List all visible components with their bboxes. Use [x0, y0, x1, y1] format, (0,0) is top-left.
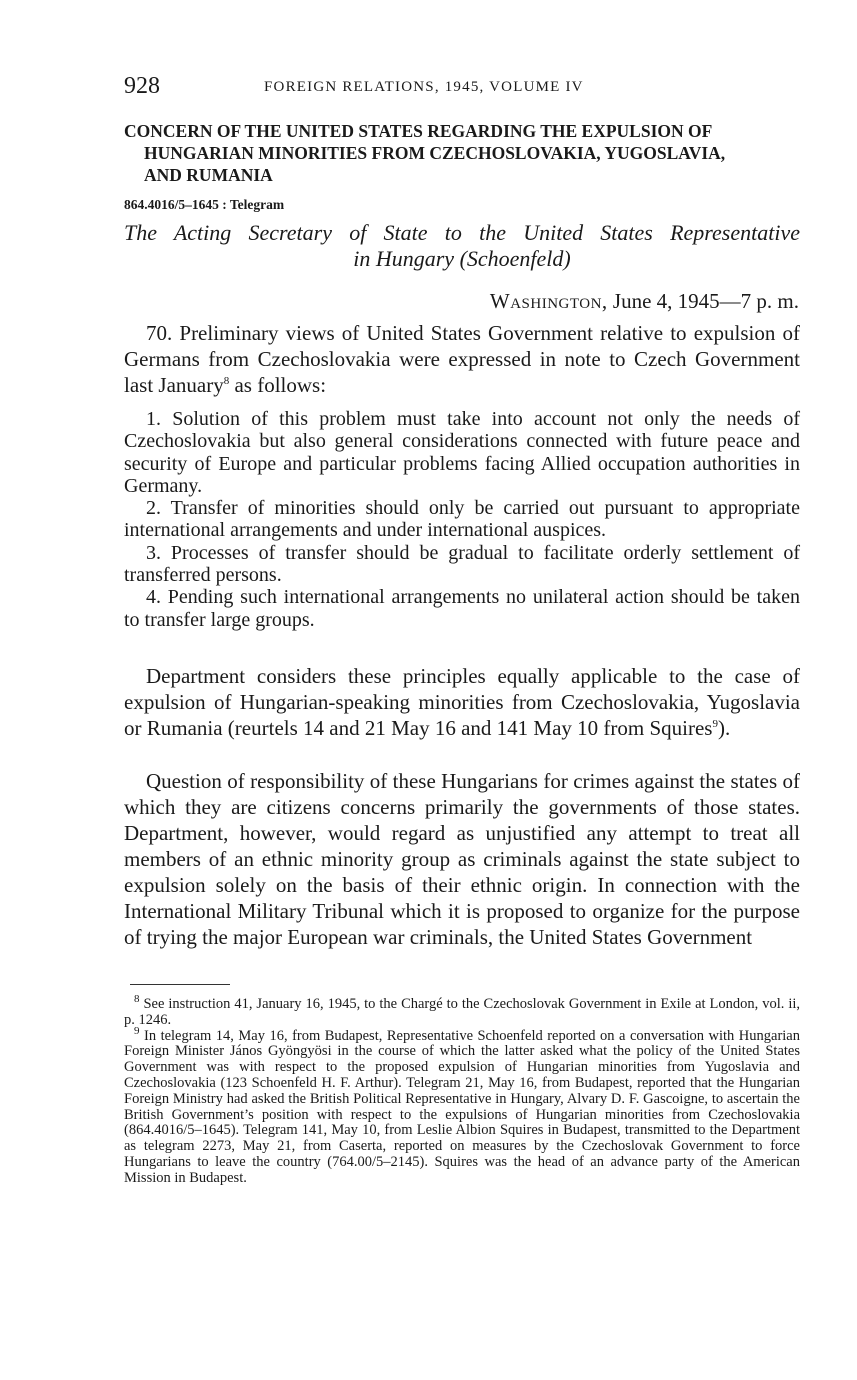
section-title-line-3: AND RUMANIA	[144, 165, 273, 185]
paragraph-1	[124, 320, 800, 398]
paragraph-3-text: Question of responsibility of these Hungarians for crimes against the states of which they are citizens concerns primarily the governments of those states. Department, however, would regard as unjustified any attempt to treat all members of an ethnic minority group as criminals against the state subject to expulsion solely on the basis of their ethnic origin. In connection with the International Military Tribunal which it is proposed to organize for the purpose of trying the major European war criminals, the United States Government	[124, 769, 800, 949]
footnotes	[124, 993, 800, 1187]
numbered-points	[124, 408, 800, 631]
footnote-divider	[130, 984, 230, 985]
paragraph-1-text	[124, 320, 800, 398]
section-title-line-1: CONCERN OF THE UNITED STATES REGARDING THE EXPULSION OF	[124, 121, 713, 141]
section-title-line-2: HUNGARIAN MINORITIES FROM CZECHOSLOVAKIA, YUGOSLAVIA,	[144, 143, 726, 163]
footnote-8-text: See instruction 41, January 16, 1945, to the Chargé to the Czechoslovak Government in Exile at London, vol. ii, p. 1246.	[124, 996, 800, 1028]
paragraph-2-main: Department considers these principles equally applicable to the case of expulsion of Hungarian-speaking minorities from Czechoslovakia, Yugoslavia or Rumania (reurtels 14 and 21 May 16 and 141 May 10 from Squires	[124, 664, 800, 740]
dateline-city: Washington,	[489, 289, 608, 313]
point-3: 3. Processes of transfer should be gradual to facilitate orderly settlement of transferred persons.	[124, 541, 800, 587]
paragraph-1-main: 70. Preliminary views of United States Government relative to expulsion of Germans from Czechoslovakia were expressed in note to Czech Government last January	[124, 321, 800, 397]
footnote-8	[124, 993, 800, 1029]
footnote-9-marker: 9	[134, 1024, 140, 1037]
footnote-ref-9: 9	[712, 718, 718, 730]
paragraph-2	[124, 663, 800, 741]
running-title: FOREIGN RELATIONS, 1945, VOLUME IV	[264, 79, 584, 95]
footnote-ref-8: 8	[223, 375, 230, 387]
point-4: 4. Pending such international arrangements no unilateral action should be taken to transfer large groups.	[124, 586, 800, 631]
section-title	[124, 120, 808, 186]
point-2: 2. Transfer of minorities should only be carried out pursuant to appropriate international arrangements and under international auspices.	[124, 497, 800, 542]
document-heading	[124, 220, 800, 272]
paragraph-3	[124, 768, 800, 950]
dateline-date: June 4, 1945—7 p. m.	[607, 289, 799, 313]
footnote-8-marker: 8	[134, 993, 140, 1006]
page-number: 928	[124, 73, 160, 99]
dateline	[490, 289, 799, 314]
point-1: 1. Solution of this problem must take into account not only the needs of Czechoslovakia but also general considerations connected with future peace and security of Europe and particular problems facing Allied occupation authorities in Germany.	[124, 408, 800, 497]
file-reference: 864.4016/5–1645 : Telegram	[124, 197, 285, 212]
paragraph-2-end: ).	[717, 716, 731, 740]
running-head	[124, 73, 804, 103]
footnote-9	[124, 1024, 800, 1187]
footnote-9-text: In telegram 14, May 16, from Budapest, Representative Schoenfeld reported on a conversation with Hungarian Foreign Minister János Gyöngyösi in the course of which the latter asked what the policy of the United States Government was with respect to the proposed expulsion of Hungarian minorities from Yugoslavia and Czechoslovakia (123 Schoenfeld H. F. Arthur). Telegram 21, May 16, from Budapest, reported that the Hungarian Foreign Ministry had asked the British Political Representative in Hungary, Alvary D. F. Gascoigne, to ascertain the British Government’s position with respect to the expulsions of Hungarian minorities from Czechoslovakia (864.4016/5–1645). Telegram 141, May 10, from Leslie Albion Squires in Budapest, transmitted to the Department as telegram 2273, May 21, from Caserta, reported on measures by the Czechoslovak Government to force Hungarians to leave the country (764.00/5–2145). Squires was the head of an advance party of the American Mission in Budapest.	[124, 1027, 800, 1186]
document-heading-line-2: in Hungary (Schoenfeld)	[353, 246, 571, 271]
paragraph-2-text	[124, 663, 800, 741]
document-heading-line-1: The Acting Secretary of State to the United States Representative	[124, 220, 800, 245]
paragraph-1-end: as follows:	[229, 373, 327, 397]
